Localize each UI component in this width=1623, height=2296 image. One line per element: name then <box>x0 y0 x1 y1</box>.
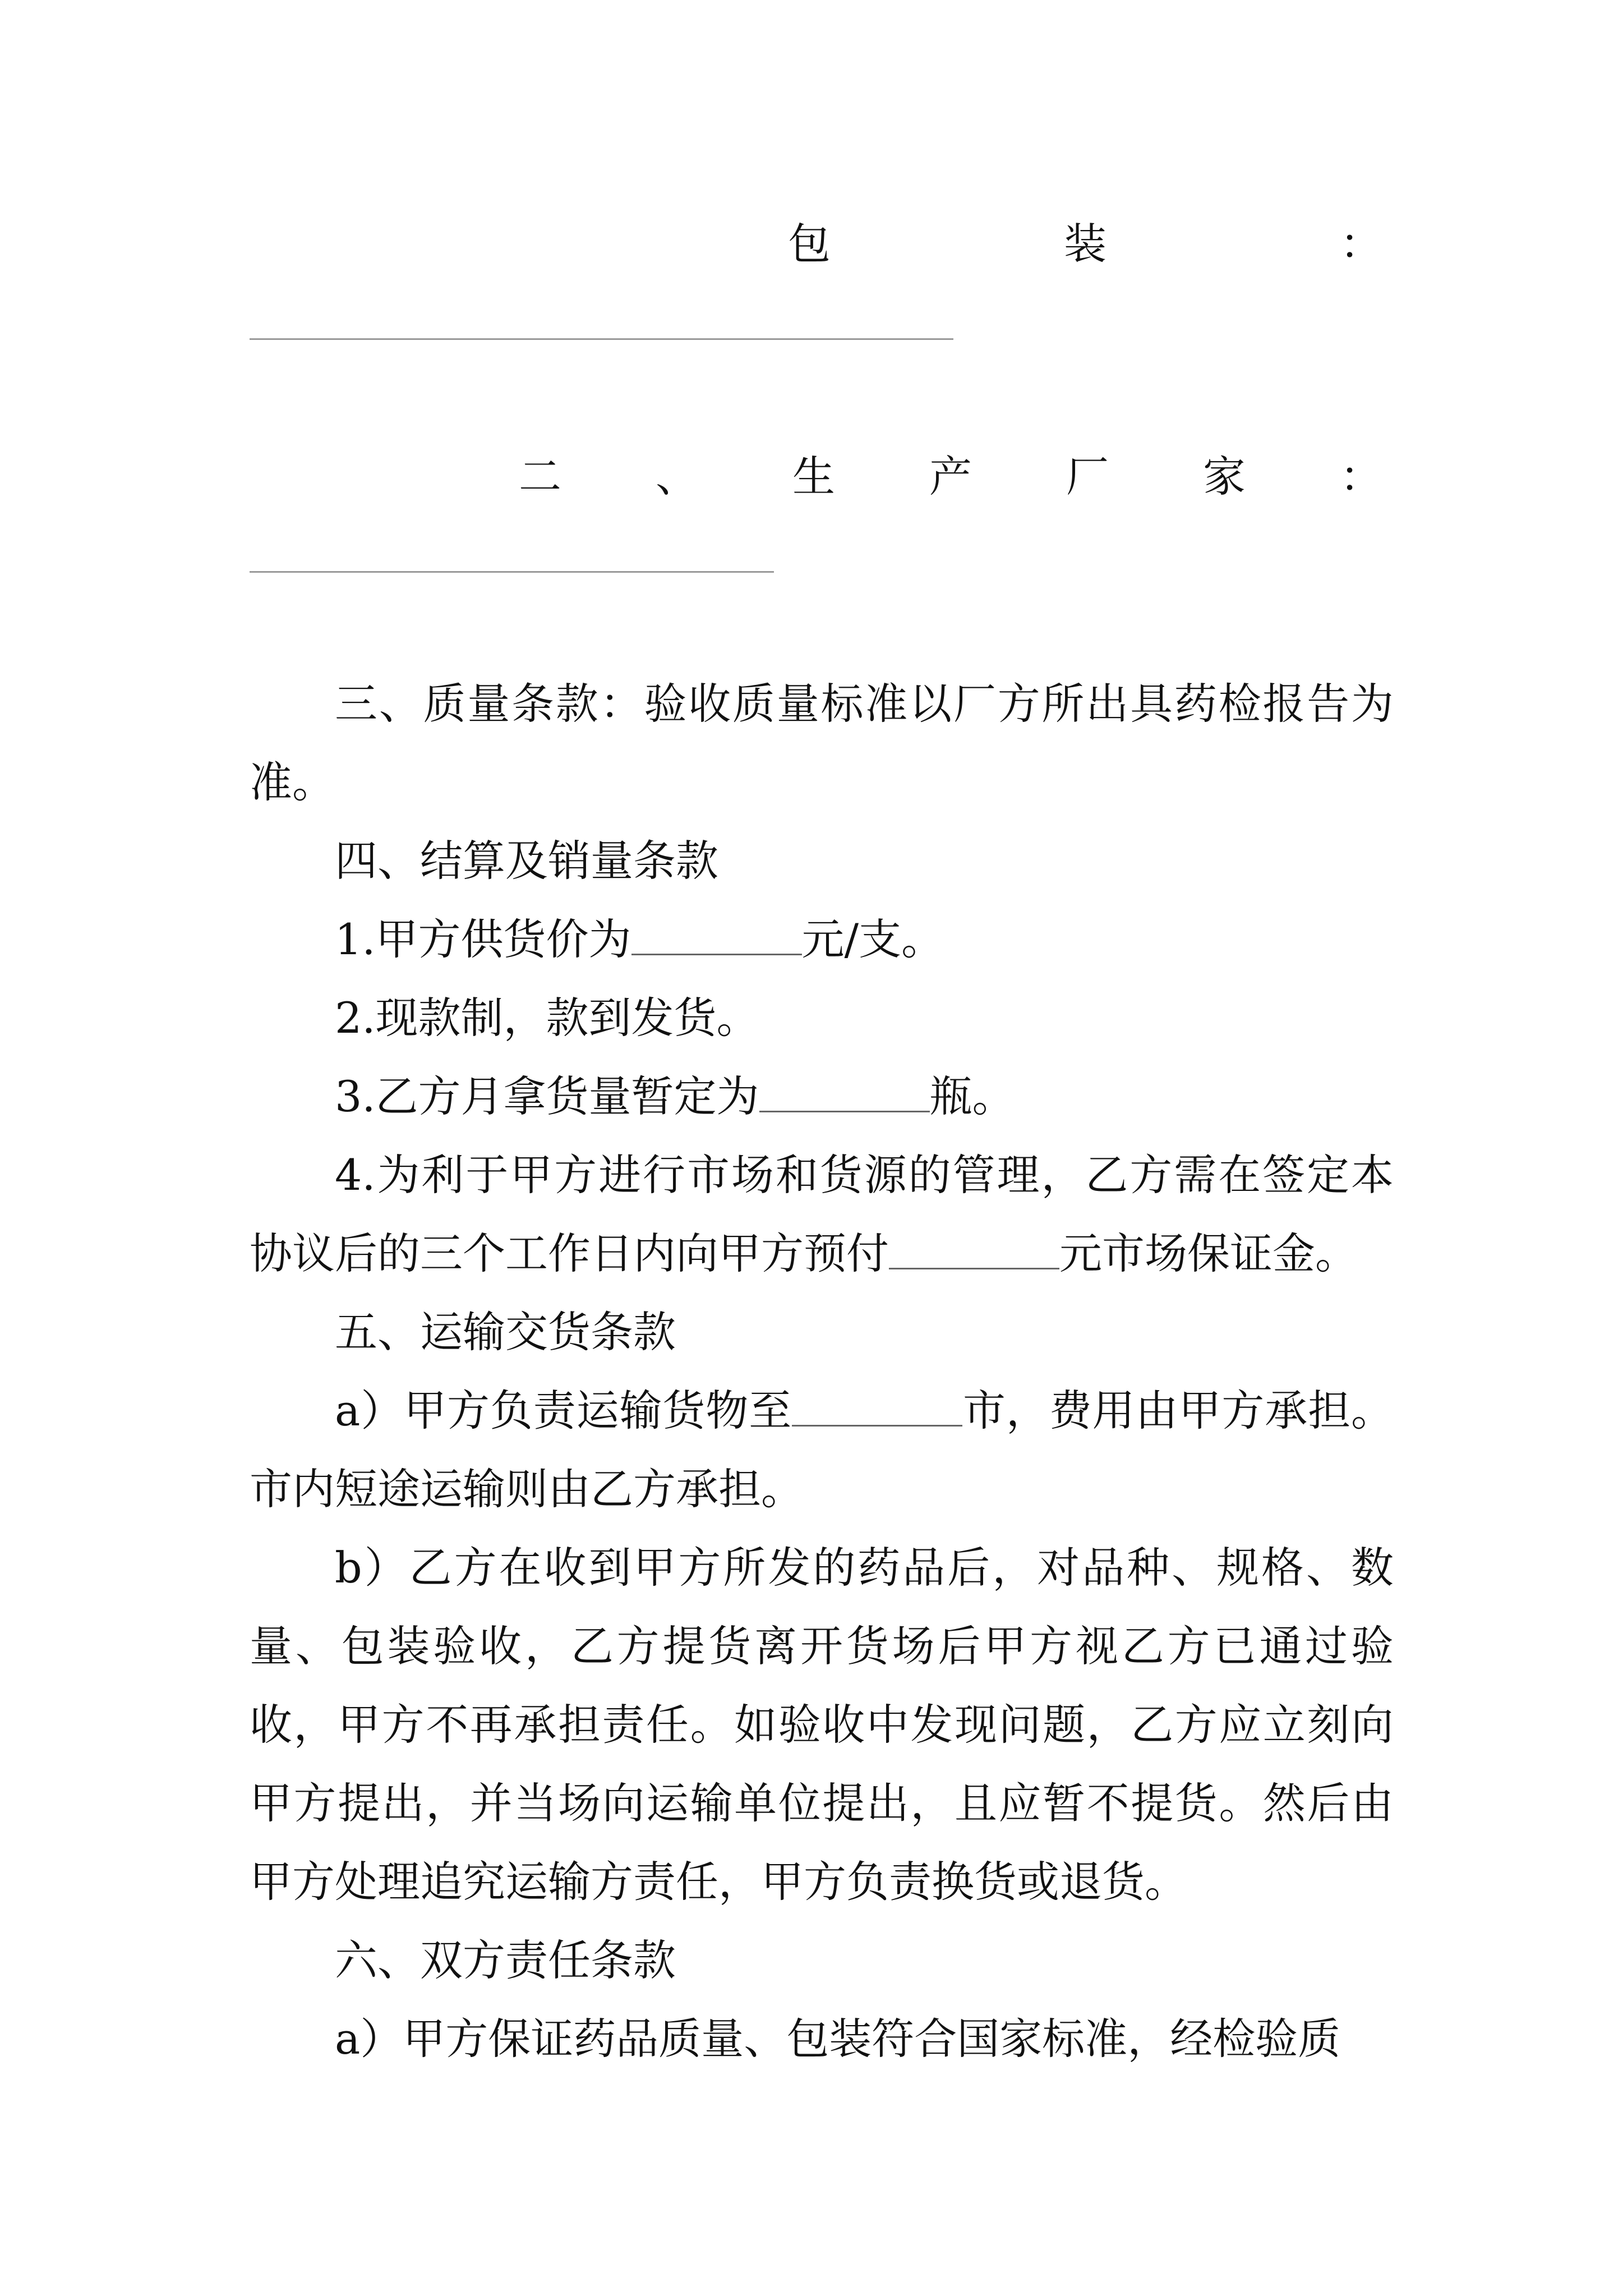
settlement-heading: 四、结算及销量条款 <box>335 836 718 886</box>
manufacturer-char: ： <box>1340 452 1382 501</box>
transport-text: a）甲方负责运输货物至 <box>335 1386 792 1435</box>
price-text: 1.甲方供货价为 <box>335 914 631 964</box>
manufacturer-char: 产 <box>929 452 972 501</box>
deposit-text: 4.为利于甲方进行市场和货源的管理，乙方需在签定本协议后的三个工作日内向甲方预付 <box>250 1150 1394 1278</box>
responsibility-heading: 六、双方责任条款 <box>335 1935 676 1985</box>
volume-unit: 瓶。 <box>929 1071 1015 1121</box>
price-clause <box>250 900 1394 979</box>
payment-clause: 2.现款制，款到发货。 <box>335 993 759 1043</box>
packaging-label <box>250 216 1382 272</box>
manufacturer-char: 厂 <box>1066 452 1109 501</box>
manufacturer-char: 家 <box>1203 452 1246 501</box>
deposit-clause <box>250 1136 1394 1293</box>
responsibility-clause-a: a）甲方保证药品质量、包装符合国家标准，经检验质 <box>335 2014 1341 2064</box>
transport-clause-b: b）乙方在收到甲方所发的药品后，对品种、规格、数量、包装验收，乙方提货离开货场后甲方视乙方已通过验收，甲方不再承担责任。如验收中发现问题，乙方应立刻向甲方提出，并当场向运输单位提出，且应暂不提货。然后由甲方处理追究运输方责任，甲方负责换货或退货。 <box>250 1543 1394 1907</box>
price-unit: 元/支。 <box>801 914 944 964</box>
contract-body <box>250 665 1394 2078</box>
volume-clause <box>250 1057 1394 1136</box>
transport-clause-a <box>250 1372 1394 1529</box>
packaging-char: ： <box>1340 219 1382 269</box>
transport-heading: 五、运输交货条款 <box>335 1307 676 1357</box>
manufacturer-label <box>250 449 1382 505</box>
deposit-blank <box>889 1228 1059 1269</box>
deposit-unit: 元市场保证金。 <box>1059 1228 1358 1278</box>
volume-blank <box>759 1071 930 1112</box>
manufacturer-fill-line <box>250 571 774 573</box>
transport-text-tail: 市，费用由甲方承担。市内短途运输则由乙方承担。 <box>250 1386 1394 1514</box>
packaging-fill-line <box>250 338 953 340</box>
city-blank <box>792 1386 962 1427</box>
manufacturer-char: 二 <box>519 452 561 501</box>
volume-text: 3.乙方月拿货量暂定为 <box>335 1071 759 1121</box>
packaging-char: 装 <box>1064 219 1106 269</box>
manufacturer-char: 生 <box>792 452 835 501</box>
quality-clause: 三、质量条款：验收质量标准以厂方所出具药检报告为准。 <box>250 679 1394 807</box>
price-blank <box>631 914 802 955</box>
packaging-char: 包 <box>788 219 831 269</box>
manufacturer-char: 、 <box>656 452 698 501</box>
